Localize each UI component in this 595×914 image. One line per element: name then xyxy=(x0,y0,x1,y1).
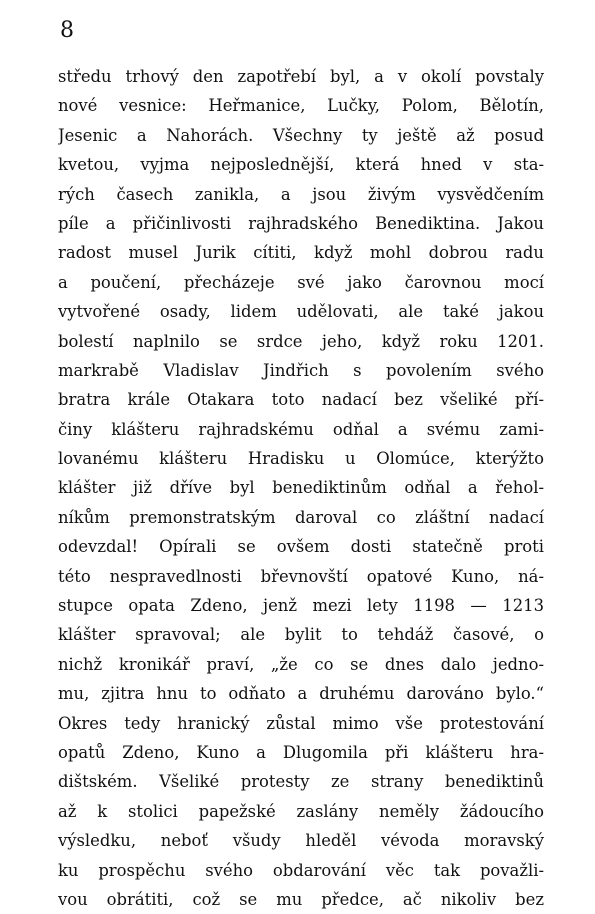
text-line: odevzdal! Opírali se ovšem dosti statečně proti xyxy=(58,537,544,557)
body-text xyxy=(58,62,544,914)
text-line: opatů Zdeno, Kuno a Dlugomila při klášteru hra- xyxy=(58,742,544,762)
text-line: píle a přičinlivosti rajhradského Benediktina. Jakou xyxy=(58,213,544,233)
text-line: markrabě Vladislav Jindřich s povolením svého xyxy=(58,360,544,380)
text-line: lovanému klášteru Hradisku u Olomúce, kterýžto xyxy=(58,449,544,469)
text-line: činy klášteru rajhradskému odňal a svému zami- xyxy=(58,419,544,439)
text-line: Jesenic a Nahorách. Všechny ty ještě až posud xyxy=(58,125,544,145)
text-line: nové vesnice: Heřmanice, Lučky, Polom, Bělotín, xyxy=(58,96,544,116)
text-line: nichž kronikář praví, „že co se dnes dalo jedno- xyxy=(58,654,544,674)
page-number: 8 xyxy=(60,18,74,43)
text-line: ku prospěchu svého obdarování věc tak považli- xyxy=(58,860,544,880)
text-line: vytvořené osady, lidem udělovati, ale také jakou xyxy=(58,302,544,322)
text-line: středu trhový den zapotřebí byl, a v okolí povstaly xyxy=(58,67,544,86)
text-line: mu, zjitra hnu to odňato a druhému darováno bylo.“ xyxy=(58,684,544,704)
text-line: dištském. Všeliké protesty ze strany benediktinů xyxy=(58,772,544,792)
text-line: výsledku, neboť všudy hleděl vévoda moravský xyxy=(58,831,544,851)
text-line: níkům premonstratským daroval co zláštní nadací xyxy=(58,507,544,527)
text-line: bolestí naplnilo se srdce jeho, když roku 1201. xyxy=(58,331,544,351)
text-line: této nespravedlnosti břevnovští opatové Kuno, ná- xyxy=(58,566,544,586)
text-line: kvetou, vyjma nejposlednější, která hned v sta- xyxy=(58,155,544,175)
text-line: a poučení, přecházeje své jako čarovnou mocí xyxy=(58,272,544,292)
text-line: klášter již dříve byl benediktinům odňal a řehol- xyxy=(58,478,544,498)
text-line: vou obrátiti, což se mu předce, ač nikoliv bez xyxy=(58,889,544,909)
text-line: bratra krále Otakara toto nadací bez všeliké pří- xyxy=(58,390,544,410)
text-line: klášter spravoval; ale bylit to tehdáž časové, o xyxy=(58,625,544,645)
text-line: až k stolici papežské zaslány neměly žádoucího xyxy=(58,801,544,821)
text-line: rých časech zanikla, a jsou živým vysvědčením xyxy=(58,184,544,204)
text-line: Okres tedy hranický zůstal mimo vše protestování xyxy=(58,713,544,733)
text-line: stupce opata Zdeno, jenž mezi lety 1198 — 1213 xyxy=(58,596,544,616)
text-line: radost musel Jurik cítiti, když mohl dobrou radu xyxy=(58,243,544,263)
